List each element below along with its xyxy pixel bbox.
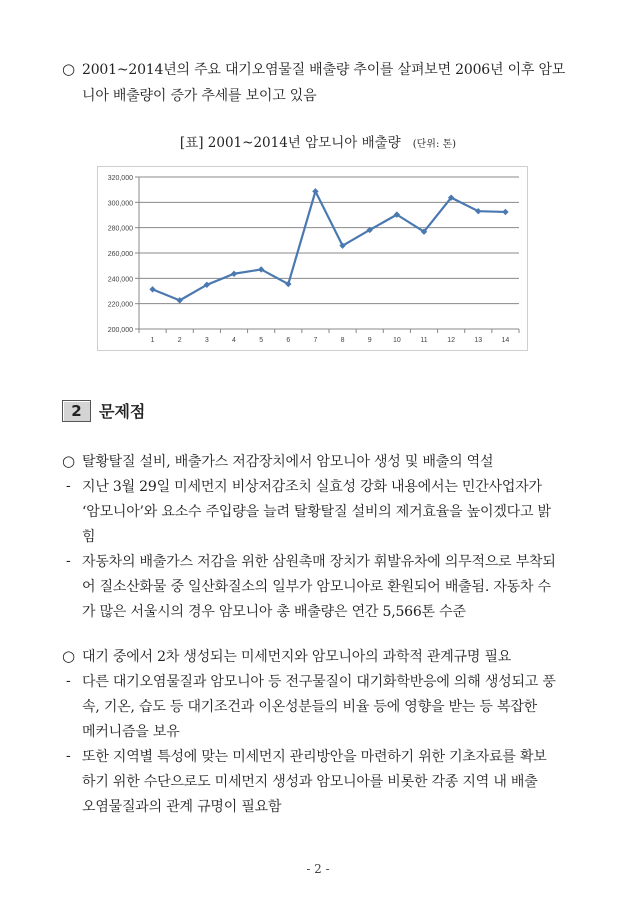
x-tick-label: 6 xyxy=(286,337,291,344)
block-2-item-1-line-1: 다른 대기오염물질과 암모니아 등 전구물질이 대기화학반응에 의해 생성되고 풍 xyxy=(82,674,556,690)
page-number: - 2 - xyxy=(306,862,330,876)
block-1-item-2-line-1: 자동차의 배출가스 저감을 위한 삼원촉매 장치가 휘발유차에 의무적으로 부착되 xyxy=(82,554,556,570)
block-2-item-2-line-3: 오염물질과의 관계 규명이 필요함 xyxy=(82,799,282,815)
intro-line-1: 2001~2014년의 주요 대기오염물질 배출량 추이를 살펴보면 2006년 이후 암모 xyxy=(82,62,566,78)
block-2-item-2-line-2: 하기 위한 수단으로도 미세먼지 생성과 암모니아를 비롯한 각종 지역 내 배출 xyxy=(82,774,538,790)
x-tick-label: 3 xyxy=(204,337,209,344)
data-point-marker xyxy=(231,271,237,277)
x-tick-label: 11 xyxy=(420,337,428,344)
x-tick-label: 12 xyxy=(447,337,456,344)
x-tick-label: 5 xyxy=(259,337,264,344)
y-tick-label: 280,000 xyxy=(107,225,133,233)
dash-bullet: - xyxy=(66,748,71,764)
section-number-badge: 2 xyxy=(62,400,91,422)
block-2-item-1-line-3: 메커니즘을 보유 xyxy=(82,724,180,740)
section-title: 문제점 xyxy=(99,402,146,421)
block-2-heading: 대기 중에서 2차 생성되는 미세먼지와 암모니아의 과학적 관계규명 필요 xyxy=(82,649,512,665)
data-point-marker xyxy=(502,209,508,215)
dash-bullet: - xyxy=(66,478,71,494)
x-tick-label: 13 xyxy=(474,337,483,344)
block-1-item-1-line-1: 지난 3월 29일 미세먼지 비상저감조치 실효성 강화 내용에서는 민간사업자가 xyxy=(82,479,542,495)
block-1-heading: 탈황탈질 설비, 배출가스 저감장치에서 암모니아 생성 및 배출의 역설 xyxy=(82,454,494,470)
block-2-item-1-line-2: 속, 기온, 습도 등 대기조건과 이온성분들의 비율 등에 영향을 받는 등 복잡한 xyxy=(82,699,537,715)
bullet-circle: ○ xyxy=(62,647,76,665)
dash-bullet: - xyxy=(66,553,71,569)
y-tick-label: 200,000 xyxy=(107,327,133,334)
y-tick-label: 300,000 xyxy=(107,200,133,208)
intro-line-2: 니아 배출량이 증가 추세를 보이고 있음 xyxy=(82,88,317,104)
section-heading xyxy=(62,399,145,422)
x-tick-label: 4 xyxy=(232,337,236,344)
y-tick-label: 320,000 xyxy=(107,175,133,182)
x-tick-label: 1 xyxy=(150,337,155,344)
block-1-item-2-line-3: 가 많은 서울시의 경우 암모니아 총 배출량은 연간 5,566톤 수준 xyxy=(82,604,466,620)
y-tick-label: 220,000 xyxy=(107,301,133,309)
data-point-marker xyxy=(149,286,155,292)
block-1-item-1-line-2: ‘암모니아’와 요소수 주입량을 늘려 탈황탈질 설비의 제거효율을 높이겠다고 밝 xyxy=(82,504,551,520)
y-tick-label: 240,000 xyxy=(107,276,133,284)
figure-title: [표] 2001~2014년 암모니아 배출량 xyxy=(179,135,401,151)
block-1-item-2-line-2: 어 질소산화물 중 일산화질소의 일부가 암모니아로 환원되어 배출됨. 자동차 수 xyxy=(82,579,551,595)
x-tick-label: 2 xyxy=(177,337,182,344)
dash-bullet: - xyxy=(66,673,71,689)
block-1-item-1-line-3: 힘 xyxy=(82,529,96,545)
bullet-circle: ○ xyxy=(62,452,76,470)
x-tick-label: 9 xyxy=(367,337,372,344)
x-tick-label: 14 xyxy=(501,337,510,344)
bullet-circle: ○ xyxy=(62,60,76,78)
x-tick-label: 7 xyxy=(313,337,318,344)
x-tick-label: 8 xyxy=(340,337,345,344)
y-tick-label: 260,000 xyxy=(107,251,133,258)
line-chart xyxy=(98,167,527,350)
figure-caption xyxy=(0,131,636,151)
block-2-item-2-line-1: 또한 지역별 특성에 맞는 미세먼지 관리방안을 마련하기 위한 기초자료를 확보 xyxy=(82,749,547,765)
ammonia-emissions-chart xyxy=(97,166,528,351)
figure-unit: (단위: 톤) xyxy=(412,139,457,150)
x-tick-label: 10 xyxy=(392,337,401,344)
